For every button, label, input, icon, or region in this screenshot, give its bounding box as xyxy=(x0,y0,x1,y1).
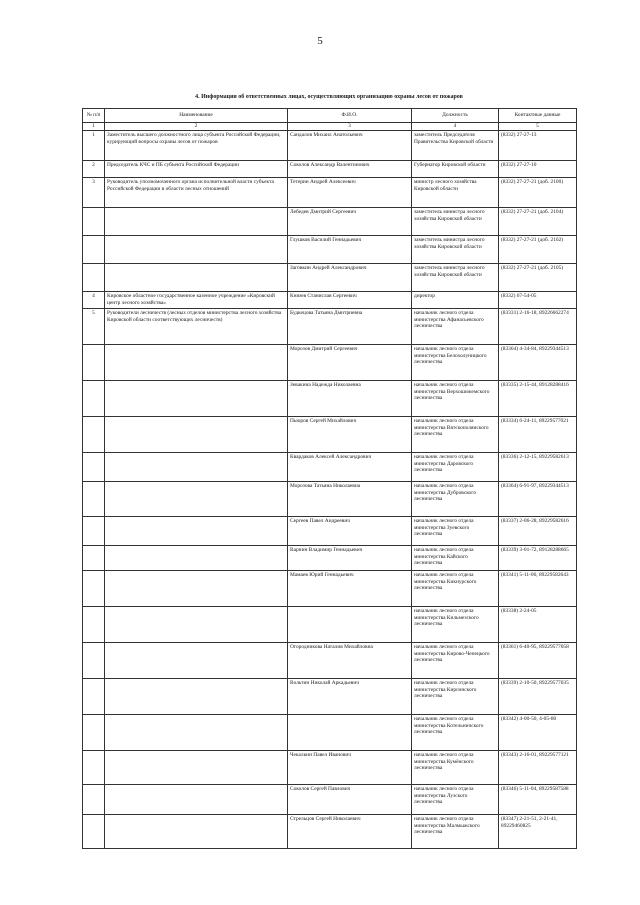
table-row xyxy=(83,207,577,235)
table-row xyxy=(83,516,577,545)
table-row xyxy=(83,750,577,784)
row-name: Председатель КЧС и ПБ субъекта Российской Федерации xyxy=(105,160,288,177)
row-contact: (83339) 3-01-72, 89128288665 xyxy=(499,545,577,570)
row-fio: Сергеев Павел Андреевич xyxy=(288,516,412,545)
row-number xyxy=(83,516,105,545)
table-row xyxy=(83,570,577,606)
row-name xyxy=(105,606,288,642)
row-contact: (83346) 5-11-04, 89229587588 xyxy=(499,784,577,814)
row-name: Кировское областное государственное казенное учреждение «Кировский центр лесного хозяйства» xyxy=(105,291,288,308)
row-number xyxy=(83,416,105,452)
row-contact: (83336) 2-12-15, 89229582613 xyxy=(499,452,577,481)
row-name: Руководители лесничеств (лесных отделов министерства лесного хозяйства Кировской области соответствующих лесничеств) xyxy=(105,308,288,344)
row-position: заместитель министра лесного хозяйства Кировской области xyxy=(412,263,499,291)
row-fio: Мамаев Юрий Геннадьевич xyxy=(288,570,412,606)
column-number: 3 xyxy=(288,123,412,131)
table-row xyxy=(83,160,577,177)
column-number: 4 xyxy=(412,123,499,131)
row-position: заместитель министра лесного хозяйства Кировской области xyxy=(412,235,499,263)
row-number xyxy=(83,452,105,481)
table-row xyxy=(83,177,577,207)
row-contact: (8332) 27-27-21 (доб. 2102) xyxy=(499,235,577,263)
row-fio: Морозова Татьяна Николаевна xyxy=(288,481,412,516)
row-fio: Варнин Владимир Геннадьевич xyxy=(288,545,412,570)
table-row xyxy=(83,263,577,291)
row-fio xyxy=(288,606,412,642)
table-row xyxy=(83,235,577,263)
row-number xyxy=(83,678,105,714)
row-fio: Будкецова Татьяна Дмитриевна xyxy=(288,308,412,344)
table-row xyxy=(83,130,577,160)
row-contact: (83338) 2-24-05 xyxy=(499,606,577,642)
row-number xyxy=(83,545,105,570)
row-fio: Соколов Александр Валентинович xyxy=(288,160,412,177)
row-contact: (83337) 2-06-28, 89229582616 xyxy=(499,516,577,545)
row-contact: (8332) 27-27-21 (доб. 2105) xyxy=(499,263,577,291)
row-position: начальник лесного отдела министерства Дубровского лесничества xyxy=(412,481,499,516)
table-row xyxy=(83,606,577,642)
row-fio: Князев Станислав Сергеевич xyxy=(288,291,412,308)
row-name xyxy=(105,784,288,814)
row-number: 1 xyxy=(83,130,105,160)
row-number xyxy=(83,642,105,678)
row-name xyxy=(105,263,288,291)
row-name xyxy=(105,452,288,481)
row-name xyxy=(105,545,288,570)
row-fio: Глушков Василий Геннадьевич xyxy=(288,235,412,263)
row-position: начальник лесного отдела министерства Кикнурского лесничества xyxy=(412,570,499,606)
row-number xyxy=(83,714,105,750)
row-number xyxy=(83,235,105,263)
table-row xyxy=(83,416,577,452)
row-number xyxy=(83,481,105,516)
header-number: № п/п xyxy=(83,109,105,123)
header-position: Должность xyxy=(412,109,499,123)
table-row xyxy=(83,481,577,516)
row-position: начальник лесного отдела министерства Кумёнского лесничества xyxy=(412,750,499,784)
row-name xyxy=(105,714,288,750)
row-position: начальник лесного отдела министерства Афанасьевского лесничества xyxy=(412,308,499,344)
table-body xyxy=(83,130,577,848)
row-number: 5 xyxy=(83,308,105,344)
row-number xyxy=(83,344,105,380)
row-position: министр лесного хозяйства Кировской области xyxy=(412,177,499,207)
row-name: Руководитель уполномоченного органа исполнительной власти субъекта Российской Федерации в области лесных отношений xyxy=(105,177,288,207)
row-name xyxy=(105,207,288,235)
row-contact: (8332) 27-27-13 xyxy=(499,130,577,160)
row-number xyxy=(83,750,105,784)
row-contact: (8332) 27-27-21 (доб. 2104) xyxy=(499,207,577,235)
row-contact: (8332) 67-54-05 xyxy=(499,291,577,308)
table-row xyxy=(83,380,577,416)
row-position: заместитель Председателя Правительства Кировской области xyxy=(412,130,499,160)
column-number: 1 xyxy=(83,123,105,131)
row-contact: (83342) 4-00-50, 4-05-80 xyxy=(499,714,577,750)
table-row xyxy=(83,344,577,380)
section-title: 4. Информация об ответственных лицах, осуществляющих организацию охраны лесов от пожаров xyxy=(195,94,463,100)
row-position: начальник лесного отдела министерства Котельничского лесничества xyxy=(412,714,499,750)
row-fio: Чекалкин Павел Иванович xyxy=(288,750,412,784)
row-name: Заместитель высшего должностного лица субъекта Российской Федерации, курирующий вопросы охраны лесов от пожаров xyxy=(105,130,288,160)
row-contact: (83343) 2-16-01, 89229577121 xyxy=(499,750,577,784)
table-row xyxy=(83,784,577,814)
row-position: начальник лесного отдела министерства Зуевского лесничества xyxy=(412,516,499,545)
row-fio: Заговкин Андрей Александрович xyxy=(288,263,412,291)
row-position: начальник лесного отдела министерства Кайского лесничества xyxy=(412,545,499,570)
row-fio: Вольтин Николай Аркадьевич xyxy=(288,678,412,714)
row-position: начальник лесного отдела министерства Лузского лесничества xyxy=(412,784,499,814)
table-row xyxy=(83,545,577,570)
row-number: 2 xyxy=(83,160,105,177)
row-fio: Соколов Сергей Павлович xyxy=(288,784,412,814)
row-contact: (8332) 27-27-10 xyxy=(499,160,577,177)
row-number xyxy=(83,570,105,606)
row-name xyxy=(105,814,288,848)
row-number xyxy=(83,814,105,848)
row-contact: (83341) 5-11-06, 89229582643 xyxy=(499,570,577,606)
row-contact: (83335) 2-15-44, 89128288416 xyxy=(499,380,577,416)
row-position: начальник лесного отдела министерства Кирсинского лесничества xyxy=(412,678,499,714)
row-fio: Тетерин Андрей Алексеевич xyxy=(288,177,412,207)
row-contact: (8332) 27-27-21 (доб. 2100) xyxy=(499,177,577,207)
column-number: 5 xyxy=(499,123,577,131)
row-contact: (83347) 2-21-51, 2-21-41, 89229460825 xyxy=(499,814,577,848)
row-name xyxy=(105,750,288,784)
row-number xyxy=(83,263,105,291)
row-name xyxy=(105,380,288,416)
row-fio: Стрельцов Сергей Николаевич xyxy=(288,814,412,848)
header-contact: Контактные данные xyxy=(499,109,577,123)
row-position: директор xyxy=(412,291,499,308)
table-row xyxy=(83,714,577,750)
row-position: начальник лесного отдела министерства Даровского лесничества xyxy=(412,452,499,481)
table-row xyxy=(83,678,577,714)
table-row xyxy=(83,308,577,344)
row-contact: (83334) 6-24-11, 89229577021 xyxy=(499,416,577,452)
table-row xyxy=(83,642,577,678)
row-number xyxy=(83,606,105,642)
column-number: 2 xyxy=(105,123,288,131)
row-position: Губернатор Кировской области xyxy=(412,160,499,177)
table-row xyxy=(83,291,577,308)
row-fio: Лебедев Дмитрий Сергеевич xyxy=(288,207,412,235)
row-fio: Зевакина Надежда Николаевна xyxy=(288,380,412,416)
row-fio: Пьюров Сергей Михайлович xyxy=(288,416,412,452)
row-contact: (83364) 4-34-84, 89229344513 xyxy=(499,344,577,380)
row-number: 3 xyxy=(83,177,105,207)
row-position: начальник лесного отдела министерства Кильмезского лесничества xyxy=(412,606,499,642)
table-row xyxy=(83,452,577,481)
row-name xyxy=(105,678,288,714)
row-position: начальник лесного отдела министерства Вятскополянского лесничества xyxy=(412,416,499,452)
row-name xyxy=(105,416,288,452)
row-fio: Морозов Дмитрий Сергеевич xyxy=(288,344,412,380)
row-position: начальник лесного отдела министерства Верхошижемского лесничества xyxy=(412,380,499,416)
row-position: начальник лесного отдела министерства Кирово-Чепецкого лесничества xyxy=(412,642,499,678)
header-fio: Ф.И.О. xyxy=(288,109,412,123)
page-number: 5 xyxy=(317,35,323,47)
row-name xyxy=(105,344,288,380)
row-contact: (83339) 2-10-50, 89229577035 xyxy=(499,678,577,714)
row-name xyxy=(105,481,288,516)
row-number xyxy=(83,380,105,416)
row-number xyxy=(83,784,105,814)
row-number: 4 xyxy=(83,291,105,308)
row-position: начальник лесного отдела министерства Малмыжского лесничества xyxy=(412,814,499,848)
row-name xyxy=(105,570,288,606)
row-fio xyxy=(288,714,412,750)
row-fio: Квардаков Алексей Александрович xyxy=(288,452,412,481)
row-name xyxy=(105,235,288,263)
responsible-persons-table xyxy=(82,108,577,849)
row-position: заместитель министра лесного хозяйства Кировской области xyxy=(412,207,499,235)
row-position: начальник лесного отдела министерства Белохолуницкого лесничества xyxy=(412,344,499,380)
row-fio: Сандалов Михаил Анатольевич xyxy=(288,130,412,160)
row-number xyxy=(83,207,105,235)
row-name xyxy=(105,642,288,678)
row-contact: (83364) 6-91-97, 89229344513 xyxy=(499,481,577,516)
row-name xyxy=(105,516,288,545)
row-contact: (83331) 2-16-18, 89226662274 xyxy=(499,308,577,344)
header-name: Наименование xyxy=(105,109,288,123)
row-contact: (83361) 6-40-95, 89229577058 xyxy=(499,642,577,678)
column-number-row xyxy=(83,123,577,131)
row-fio: Огородникова Наталия Михайловна xyxy=(288,642,412,678)
table-row xyxy=(83,814,577,848)
